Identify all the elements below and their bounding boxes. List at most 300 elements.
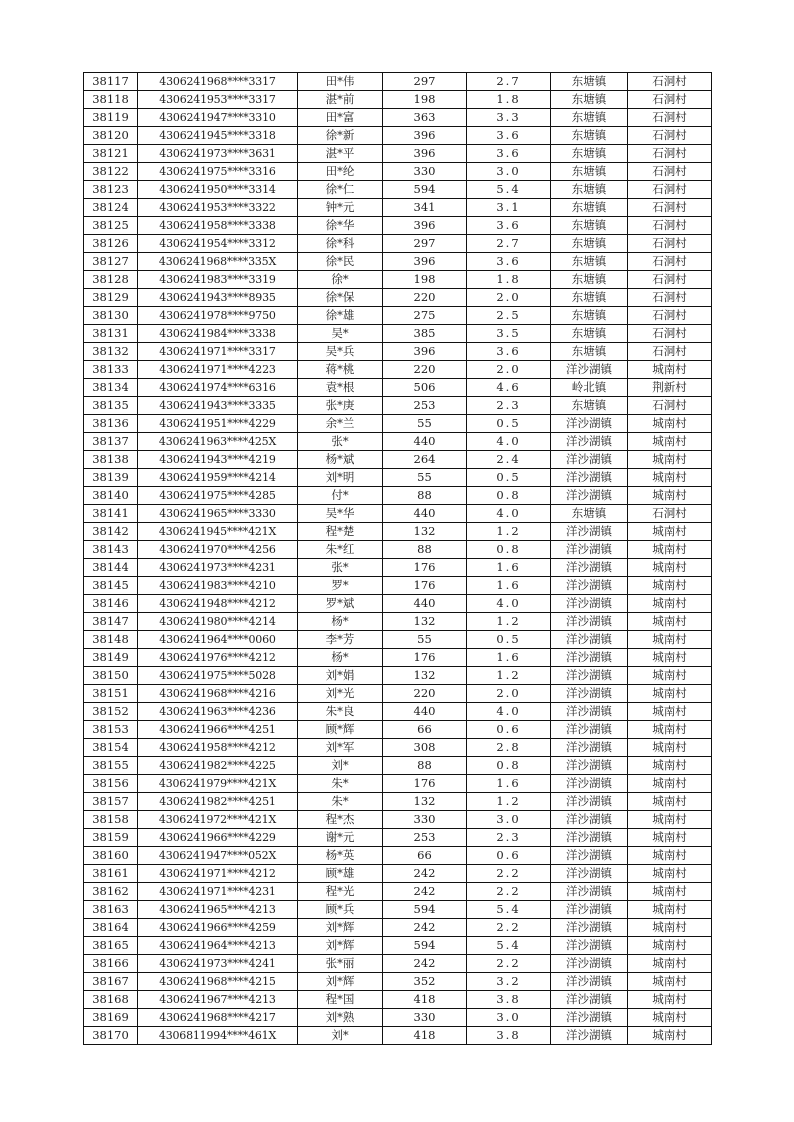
- person-name: 朱*: [298, 793, 383, 811]
- row-number: 38147: [84, 613, 138, 631]
- person-name: 顾*辉: [298, 721, 383, 739]
- area-value: 297: [383, 235, 467, 253]
- table-row: [84, 181, 712, 199]
- row-number: 38158: [84, 811, 138, 829]
- town-name: 洋沙湖镇: [551, 523, 628, 541]
- amount-value: 3.0: [467, 163, 551, 181]
- id-number: 4306241973****3631: [138, 145, 298, 163]
- town-name: 东塘镇: [551, 397, 628, 415]
- town-name: 东塘镇: [551, 217, 628, 235]
- area-value: 88: [383, 487, 467, 505]
- row-number: 38129: [84, 289, 138, 307]
- amount-value: 1.6: [467, 577, 551, 595]
- person-name: 吴*兵: [298, 343, 383, 361]
- table-row: [84, 505, 712, 523]
- person-name: 徐*雄: [298, 307, 383, 325]
- person-name: 程*国: [298, 991, 383, 1009]
- village-name: 石洞村: [628, 145, 712, 163]
- area-value: 176: [383, 649, 467, 667]
- id-number: 4306241963****4236: [138, 703, 298, 721]
- person-name: 刘*光: [298, 685, 383, 703]
- town-name: 东塘镇: [551, 253, 628, 271]
- amount-value: 3.0: [467, 811, 551, 829]
- table-row: [84, 919, 712, 937]
- amount-value: 4.0: [467, 595, 551, 613]
- person-name: 张*: [298, 559, 383, 577]
- amount-value: 2.2: [467, 883, 551, 901]
- row-number: 38143: [84, 541, 138, 559]
- row-number: 38121: [84, 145, 138, 163]
- town-name: 洋沙湖镇: [551, 703, 628, 721]
- area-value: 440: [383, 505, 467, 523]
- table-row: [84, 217, 712, 235]
- row-number: 38142: [84, 523, 138, 541]
- person-name: 徐*民: [298, 253, 383, 271]
- person-name: 徐*新: [298, 127, 383, 145]
- town-name: 洋沙湖镇: [551, 757, 628, 775]
- town-name: 洋沙湖镇: [551, 829, 628, 847]
- town-name: 东塘镇: [551, 289, 628, 307]
- amount-value: 4.0: [467, 433, 551, 451]
- person-name: 湛*平: [298, 145, 383, 163]
- id-number: 4306241968****4217: [138, 1009, 298, 1027]
- table-row: [84, 991, 712, 1009]
- table-row: [84, 865, 712, 883]
- amount-value: 1.2: [467, 667, 551, 685]
- area-value: 440: [383, 433, 467, 451]
- town-name: 东塘镇: [551, 181, 628, 199]
- village-name: 城南村: [628, 901, 712, 919]
- village-name: 石洞村: [628, 289, 712, 307]
- town-name: 洋沙湖镇: [551, 991, 628, 1009]
- row-number: 38165: [84, 937, 138, 955]
- id-number: 4306241968****335X: [138, 253, 298, 271]
- amount-value: 2.5: [467, 307, 551, 325]
- row-number: 38146: [84, 595, 138, 613]
- area-value: 253: [383, 829, 467, 847]
- amount-value: 2.4: [467, 451, 551, 469]
- person-name: 罗*: [298, 577, 383, 595]
- amount-value: 5.4: [467, 181, 551, 199]
- row-number: 38155: [84, 757, 138, 775]
- amount-value: 3.6: [467, 217, 551, 235]
- id-number: 4306241966****4229: [138, 829, 298, 847]
- amount-value: 1.8: [467, 91, 551, 109]
- area-value: 66: [383, 847, 467, 865]
- area-value: 440: [383, 595, 467, 613]
- amount-value: 5.4: [467, 901, 551, 919]
- town-name: 洋沙湖镇: [551, 901, 628, 919]
- area-value: 440: [383, 703, 467, 721]
- table-row: [84, 685, 712, 703]
- id-number: 4306241966****4259: [138, 919, 298, 937]
- table-row: [84, 775, 712, 793]
- row-number: 38123: [84, 181, 138, 199]
- table-row: [84, 523, 712, 541]
- amount-value: 3.6: [467, 343, 551, 361]
- town-name: 洋沙湖镇: [551, 613, 628, 631]
- area-value: 396: [383, 127, 467, 145]
- id-number: 4306241948****4212: [138, 595, 298, 613]
- person-name: 张*: [298, 433, 383, 451]
- table-row: [84, 307, 712, 325]
- person-name: 张*丽: [298, 955, 383, 973]
- row-number: 38124: [84, 199, 138, 217]
- area-value: 220: [383, 361, 467, 379]
- table-row: [84, 325, 712, 343]
- row-number: 38157: [84, 793, 138, 811]
- row-number: 38117: [84, 73, 138, 91]
- id-number: 4306241983****3319: [138, 271, 298, 289]
- town-name: 岭北镇: [551, 379, 628, 397]
- amount-value: 2.7: [467, 73, 551, 91]
- id-number: 4306241973****4231: [138, 559, 298, 577]
- area-value: 55: [383, 415, 467, 433]
- person-name: 徐*仁: [298, 181, 383, 199]
- village-name: 城南村: [628, 361, 712, 379]
- person-name: 吴*华: [298, 505, 383, 523]
- person-name: 田*纶: [298, 163, 383, 181]
- amount-value: 0.5: [467, 631, 551, 649]
- id-number: 4306241953****3322: [138, 199, 298, 217]
- row-number: 38149: [84, 649, 138, 667]
- amount-value: 2.0: [467, 685, 551, 703]
- row-number: 38153: [84, 721, 138, 739]
- row-number: 38132: [84, 343, 138, 361]
- person-name: 朱*红: [298, 541, 383, 559]
- row-number: 38120: [84, 127, 138, 145]
- person-name: 顾*雄: [298, 865, 383, 883]
- village-name: 石洞村: [628, 181, 712, 199]
- amount-value: 0.8: [467, 541, 551, 559]
- person-name: 刘*军: [298, 739, 383, 757]
- area-value: 330: [383, 811, 467, 829]
- town-name: 洋沙湖镇: [551, 793, 628, 811]
- person-name: 田*富: [298, 109, 383, 127]
- person-name: 程*楚: [298, 523, 383, 541]
- town-name: 洋沙湖镇: [551, 541, 628, 559]
- amount-value: 4.0: [467, 505, 551, 523]
- row-number: 38163: [84, 901, 138, 919]
- amount-value: 3.3: [467, 109, 551, 127]
- table-row: [84, 91, 712, 109]
- village-name: 城南村: [628, 919, 712, 937]
- table-row: [84, 577, 712, 595]
- table-row: [84, 73, 712, 91]
- area-value: 264: [383, 451, 467, 469]
- area-value: 297: [383, 73, 467, 91]
- id-number: 4306241984****3338: [138, 325, 298, 343]
- village-name: 城南村: [628, 955, 712, 973]
- person-name: 刘*辉: [298, 973, 383, 991]
- id-number: 4306241974****6316: [138, 379, 298, 397]
- amount-value: 1.6: [467, 775, 551, 793]
- id-number: 4306241947****3310: [138, 109, 298, 127]
- table-row: [84, 613, 712, 631]
- row-number: 38151: [84, 685, 138, 703]
- person-name: 程*杰: [298, 811, 383, 829]
- table-row: [84, 541, 712, 559]
- table-row: [84, 397, 712, 415]
- village-name: 城南村: [628, 883, 712, 901]
- table-body: [84, 73, 712, 1045]
- id-number: 4306241943****8935: [138, 289, 298, 307]
- village-name: 荆新村: [628, 379, 712, 397]
- amount-value: 2.2: [467, 919, 551, 937]
- table-row: [84, 937, 712, 955]
- person-name: 钟*元: [298, 199, 383, 217]
- area-value: 506: [383, 379, 467, 397]
- table-row: [84, 109, 712, 127]
- person-name: 吴*: [298, 325, 383, 343]
- town-name: 洋沙湖镇: [551, 577, 628, 595]
- town-name: 洋沙湖镇: [551, 1009, 628, 1027]
- amount-value: 1.8: [467, 271, 551, 289]
- town-name: 洋沙湖镇: [551, 847, 628, 865]
- town-name: 洋沙湖镇: [551, 667, 628, 685]
- table-row: [84, 343, 712, 361]
- town-name: 洋沙湖镇: [551, 487, 628, 505]
- village-name: 城南村: [628, 451, 712, 469]
- row-number: 38161: [84, 865, 138, 883]
- area-value: 594: [383, 901, 467, 919]
- table-row: [84, 559, 712, 577]
- table-row: [84, 955, 712, 973]
- area-value: 594: [383, 937, 467, 955]
- id-number: 4306241968****3317: [138, 73, 298, 91]
- row-number: 38154: [84, 739, 138, 757]
- row-number: 38169: [84, 1009, 138, 1027]
- person-name: 顾*兵: [298, 901, 383, 919]
- person-name: 罗*斌: [298, 595, 383, 613]
- village-name: 城南村: [628, 433, 712, 451]
- town-name: 洋沙湖镇: [551, 433, 628, 451]
- id-number: 4306241958****3338: [138, 217, 298, 235]
- area-value: 385: [383, 325, 467, 343]
- table-row: [84, 469, 712, 487]
- area-value: 88: [383, 541, 467, 559]
- table-row: [84, 361, 712, 379]
- village-name: 城南村: [628, 865, 712, 883]
- table-row: [84, 739, 712, 757]
- person-name: 朱*良: [298, 703, 383, 721]
- amount-value: 1.2: [467, 523, 551, 541]
- area-value: 242: [383, 919, 467, 937]
- table-row: [84, 793, 712, 811]
- table-row: [84, 829, 712, 847]
- row-number: 38128: [84, 271, 138, 289]
- village-name: 城南村: [628, 739, 712, 757]
- person-name: 杨*斌: [298, 451, 383, 469]
- id-number: 4306241964****0060: [138, 631, 298, 649]
- person-name: 袁*根: [298, 379, 383, 397]
- amount-value: 2.3: [467, 829, 551, 847]
- area-value: 176: [383, 577, 467, 595]
- area-value: 396: [383, 145, 467, 163]
- village-name: 城南村: [628, 523, 712, 541]
- id-number: 4306241963****425X: [138, 433, 298, 451]
- person-name: 刘*辉: [298, 919, 383, 937]
- town-name: 东塘镇: [551, 91, 628, 109]
- table-row: [84, 127, 712, 145]
- row-number: 38168: [84, 991, 138, 1009]
- table-row: [84, 1009, 712, 1027]
- area-value: 242: [383, 883, 467, 901]
- row-number: 38170: [84, 1027, 138, 1045]
- person-name: 刘*熟: [298, 1009, 383, 1027]
- person-name: 朱*: [298, 775, 383, 793]
- table-row: [84, 145, 712, 163]
- id-number: 4306241971****4231: [138, 883, 298, 901]
- town-name: 东塘镇: [551, 73, 628, 91]
- table-row: [84, 649, 712, 667]
- id-number: 4306241945****3318: [138, 127, 298, 145]
- village-name: 城南村: [628, 577, 712, 595]
- id-number: 4306241972****421X: [138, 811, 298, 829]
- village-name: 城南村: [628, 1009, 712, 1027]
- area-value: 418: [383, 991, 467, 1009]
- amount-value: 0.8: [467, 757, 551, 775]
- table-row: [84, 451, 712, 469]
- person-name: 张*庚: [298, 397, 383, 415]
- person-name: 程*光: [298, 883, 383, 901]
- row-number: 38138: [84, 451, 138, 469]
- row-number: 38152: [84, 703, 138, 721]
- town-name: 东塘镇: [551, 343, 628, 361]
- amount-value: 0.6: [467, 847, 551, 865]
- town-name: 东塘镇: [551, 163, 628, 181]
- amount-value: 3.8: [467, 991, 551, 1009]
- id-number: 4306241975****3316: [138, 163, 298, 181]
- village-name: 石洞村: [628, 271, 712, 289]
- amount-value: 1.6: [467, 559, 551, 577]
- row-number: 38118: [84, 91, 138, 109]
- area-value: 220: [383, 685, 467, 703]
- row-number: 38145: [84, 577, 138, 595]
- row-number: 38137: [84, 433, 138, 451]
- person-name: 徐*科: [298, 235, 383, 253]
- amount-value: 3.1: [467, 199, 551, 217]
- area-value: 253: [383, 397, 467, 415]
- village-name: 石洞村: [628, 235, 712, 253]
- id-number: 4306241959****4214: [138, 469, 298, 487]
- table-row: [84, 703, 712, 721]
- table-row: [84, 289, 712, 307]
- amount-value: 3.6: [467, 145, 551, 163]
- row-number: 38144: [84, 559, 138, 577]
- amount-value: 3.6: [467, 127, 551, 145]
- row-number: 38139: [84, 469, 138, 487]
- row-number: 38135: [84, 397, 138, 415]
- amount-value: 3.5: [467, 325, 551, 343]
- amount-value: 0.5: [467, 469, 551, 487]
- village-name: 城南村: [628, 559, 712, 577]
- town-name: 洋沙湖镇: [551, 361, 628, 379]
- area-value: 66: [383, 721, 467, 739]
- person-name: 徐*华: [298, 217, 383, 235]
- village-name: 城南村: [628, 775, 712, 793]
- town-name: 洋沙湖镇: [551, 451, 628, 469]
- amount-value: 3.0: [467, 1009, 551, 1027]
- person-name: 蒋*桃: [298, 361, 383, 379]
- table-row: [84, 847, 712, 865]
- town-name: 洋沙湖镇: [551, 685, 628, 703]
- town-name: 洋沙湖镇: [551, 937, 628, 955]
- village-name: 城南村: [628, 757, 712, 775]
- row-number: 38126: [84, 235, 138, 253]
- person-name: 徐*: [298, 271, 383, 289]
- area-value: 242: [383, 955, 467, 973]
- id-number: 4306241965****3330: [138, 505, 298, 523]
- person-name: 刘*明: [298, 469, 383, 487]
- village-name: 石洞村: [628, 109, 712, 127]
- town-name: 东塘镇: [551, 127, 628, 145]
- id-number: 4306241967****4213: [138, 991, 298, 1009]
- person-name: 刘*: [298, 757, 383, 775]
- village-name: 城南村: [628, 847, 712, 865]
- area-value: 176: [383, 559, 467, 577]
- id-number: 4306241965****4213: [138, 901, 298, 919]
- village-name: 石洞村: [628, 325, 712, 343]
- area-value: 198: [383, 91, 467, 109]
- area-value: 198: [383, 271, 467, 289]
- town-name: 洋沙湖镇: [551, 973, 628, 991]
- area-value: 363: [383, 109, 467, 127]
- person-name: 杨*英: [298, 847, 383, 865]
- town-name: 洋沙湖镇: [551, 415, 628, 433]
- town-name: 洋沙湖镇: [551, 631, 628, 649]
- id-number: 4306241945****421X: [138, 523, 298, 541]
- area-value: 220: [383, 289, 467, 307]
- table-row: [84, 415, 712, 433]
- village-name: 城南村: [628, 667, 712, 685]
- table-row: [84, 433, 712, 451]
- table-row: [84, 253, 712, 271]
- area-value: 594: [383, 181, 467, 199]
- village-name: 石洞村: [628, 505, 712, 523]
- town-name: 东塘镇: [551, 109, 628, 127]
- amount-value: 0.8: [467, 487, 551, 505]
- area-value: 132: [383, 613, 467, 631]
- town-name: 洋沙湖镇: [551, 919, 628, 937]
- person-name: 刘*辉: [298, 937, 383, 955]
- village-name: 城南村: [628, 469, 712, 487]
- town-name: 东塘镇: [551, 271, 628, 289]
- id-number: 4306811994****461X: [138, 1027, 298, 1045]
- id-number: 4306241968****4216: [138, 685, 298, 703]
- person-name: 湛*前: [298, 91, 383, 109]
- row-number: 38125: [84, 217, 138, 235]
- amount-value: 3.6: [467, 253, 551, 271]
- area-value: 330: [383, 163, 467, 181]
- village-name: 城南村: [628, 721, 712, 739]
- town-name: 东塘镇: [551, 199, 628, 217]
- table-row: [84, 973, 712, 991]
- town-name: 洋沙湖镇: [551, 649, 628, 667]
- table-row: [84, 1027, 712, 1045]
- row-number: 38133: [84, 361, 138, 379]
- village-name: 城南村: [628, 973, 712, 991]
- id-number: 4306241971****4223: [138, 361, 298, 379]
- village-name: 城南村: [628, 685, 712, 703]
- area-value: 242: [383, 865, 467, 883]
- village-name: 石洞村: [628, 127, 712, 145]
- amount-value: 5.4: [467, 937, 551, 955]
- table-row: [84, 901, 712, 919]
- area-value: 308: [383, 739, 467, 757]
- person-name: 田*伟: [298, 73, 383, 91]
- village-name: 城南村: [628, 649, 712, 667]
